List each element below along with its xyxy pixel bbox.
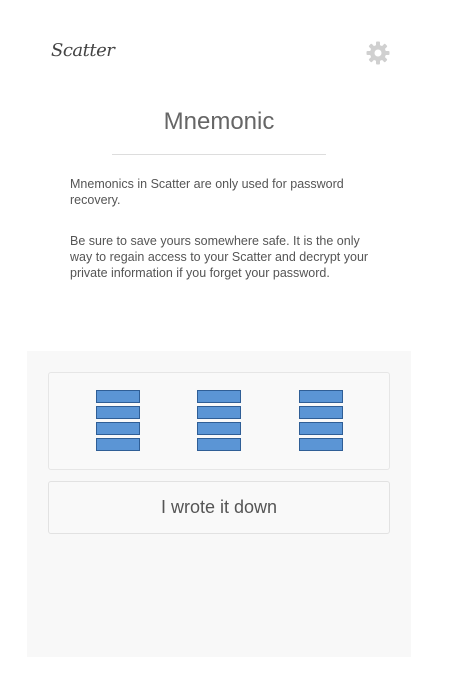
redaction-mask	[197, 422, 241, 435]
gear-icon-svg	[365, 40, 391, 66]
redaction-mask	[197, 406, 241, 419]
mnemonic-word	[96, 437, 140, 452]
gear-icon[interactable]	[365, 40, 391, 66]
redaction-mask	[197, 438, 241, 451]
wrote-it-down-button[interactable]: I wrote it down	[48, 481, 390, 534]
mnemonic-word	[299, 437, 343, 452]
redaction-mask	[299, 438, 343, 451]
redaction-mask	[299, 390, 343, 403]
mnemonic-word	[96, 389, 140, 404]
description-recovery: Mnemonics in Scatter are only used for password recovery.	[70, 177, 344, 207]
mnemonic-word	[96, 421, 140, 436]
mnemonic-word	[299, 421, 343, 436]
redaction-mask	[96, 422, 140, 435]
mnemonic-column-3	[299, 389, 343, 453]
page-title: Mnemonic	[163, 108, 275, 135]
redaction-mask	[299, 406, 343, 419]
mnemonic-word	[96, 405, 140, 420]
mnemonic-word	[299, 405, 343, 420]
redaction-mask	[96, 390, 140, 403]
mnemonic-column-1	[96, 389, 140, 453]
description-safety: Be sure to save yours somewhere safe. It is the only way to regain access to your Scatter and decrypt your private information if you forget your password.	[70, 234, 369, 280]
redaction-mask	[96, 406, 140, 419]
redaction-mask	[96, 438, 140, 451]
mnemonic-word	[197, 405, 241, 420]
mnemonic-word	[299, 389, 343, 404]
redaction-mask	[197, 390, 241, 403]
scatter-logo: Scatter	[51, 40, 115, 61]
header	[51, 40, 391, 68]
mnemonic-word	[197, 421, 241, 436]
mnemonic-word	[197, 389, 241, 404]
redaction-mask	[299, 422, 343, 435]
title-divider	[112, 154, 326, 155]
app-window	[27, 0, 411, 689]
mnemonic-column-2	[197, 389, 241, 453]
mnemonic-phrase-box	[48, 372, 390, 470]
mnemonic-word	[197, 437, 241, 452]
mnemonic-panel	[27, 351, 411, 657]
